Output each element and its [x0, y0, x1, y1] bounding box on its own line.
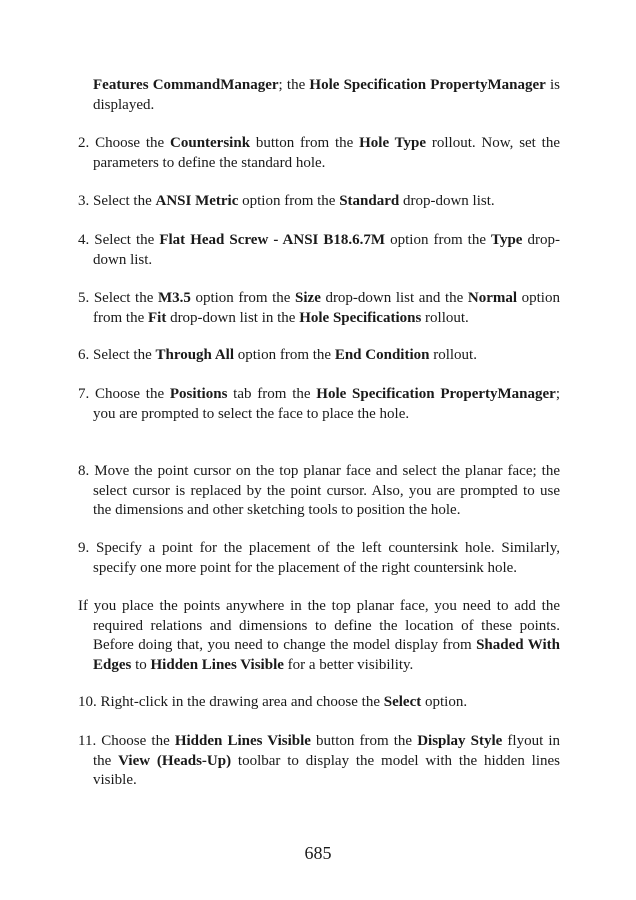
paragraph-step-10 [78, 693, 560, 713]
text-run: If you place the points anywhere in the top planar face, you need to add the required relations and dimensions to define the location of these points. Before doing that, you need to change the model display from [78, 598, 560, 653]
paragraph-step-1-continuation [78, 76, 560, 115]
text-run: 9. Specify a point for the placement of the left countersink hole. Similarly, specify one more point for the placement of the right countersink hole. [78, 540, 560, 576]
bold-term: Size [295, 290, 321, 306]
text-run: for a better visibility. [283, 656, 414, 673]
paragraph-step-5 [78, 289, 560, 328]
page-number: 685 [304, 843, 332, 863]
text-run: 3. Select the [78, 193, 156, 209]
text-run: option from the [190, 290, 296, 306]
bold-term: Hole Specifications [299, 309, 422, 326]
text-run: 2. Choose the [78, 135, 171, 151]
bold-term: Standard [339, 193, 400, 209]
bold-term: Hidden Lines Visible [174, 733, 311, 749]
text-run: drop-down list and the [320, 290, 468, 306]
paragraph-step-11 [78, 732, 560, 791]
text-run: button from the [250, 135, 360, 151]
text-run: option from the [238, 193, 340, 209]
text-run: option from the [93, 290, 560, 326]
text-run: flyout in the [93, 733, 561, 769]
text-run: 4. Select the [78, 232, 160, 248]
text-run: button from the [310, 733, 418, 749]
bold-term: Hidden Lines Visible [150, 656, 284, 673]
text-run: rollout. [421, 309, 469, 326]
text-run: rollout. [429, 347, 477, 363]
text-run: 7. Choose the [78, 386, 170, 402]
text-run: option from the [385, 232, 492, 248]
paragraph-step-7 [78, 385, 560, 424]
bold-term: Fit [147, 309, 167, 326]
text-run: drop-down list. [93, 232, 560, 268]
text-run: tab from the [227, 386, 317, 402]
bold-term: Positions [169, 386, 228, 402]
text-run: rollout. Now, set the parameters to define the standard hole. [93, 135, 560, 171]
text-run: ; the [278, 77, 310, 93]
bold-term: Countersink [170, 135, 251, 151]
paragraph-step-2 [78, 134, 560, 173]
text-run: 5. Select the [78, 290, 158, 306]
text-run: drop-down list. [399, 193, 495, 209]
paragraph-step-8 [78, 462, 560, 521]
bold-term: ANSI Metric [155, 193, 239, 209]
text-run: 10. Right-click in the drawing area and choose the [78, 694, 384, 710]
bold-term: Hole Specification PropertyManager [309, 77, 546, 93]
text-run: 8. Move the point cursor on the top planar face and select the planar face; the select cursor is replaced by the point cursor. Also, you are prompted to use the dimensions and other sketching tools to position the hole. [78, 463, 560, 518]
bold-term: Normal [467, 290, 518, 306]
bold-term: M3.5 [157, 290, 191, 306]
text-run: toolbar to display the model with the hidden lines visible. [93, 752, 560, 788]
bold-term: Hole Type [359, 135, 427, 151]
text-run: to [131, 656, 151, 673]
bold-term: End Condition [334, 347, 430, 363]
text-run: option. [421, 694, 468, 710]
bold-term: Through All [155, 347, 234, 363]
text-run: drop-down list in the [166, 309, 300, 326]
paragraph-step-6 [78, 346, 560, 366]
bold-term: Display Style [417, 733, 503, 749]
text-run: option from the [234, 347, 335, 363]
bold-term: Flat Head Screw - ANSI B18.6.7M [159, 232, 386, 248]
text-run: 11. Choose the [78, 733, 175, 749]
text-run: ; you are prompted to select the face to place the hole. [93, 386, 561, 422]
bold-term: Hole Specification PropertyManager [316, 386, 556, 402]
bold-term: Type [491, 232, 523, 248]
text-run: 6. Select the [78, 347, 156, 363]
paragraph-step-3 [78, 192, 560, 212]
bold-term: Shaded With Edges [93, 637, 561, 673]
paragraph-step-4 [78, 231, 560, 270]
bold-term: View (Heads-Up) [118, 752, 232, 769]
paragraph-note [78, 597, 560, 675]
bold-term: Features CommandManager [93, 77, 279, 93]
text-run: is displayed. [93, 77, 560, 113]
paragraph-step-9 [78, 539, 560, 578]
bold-term: Select [383, 694, 422, 710]
